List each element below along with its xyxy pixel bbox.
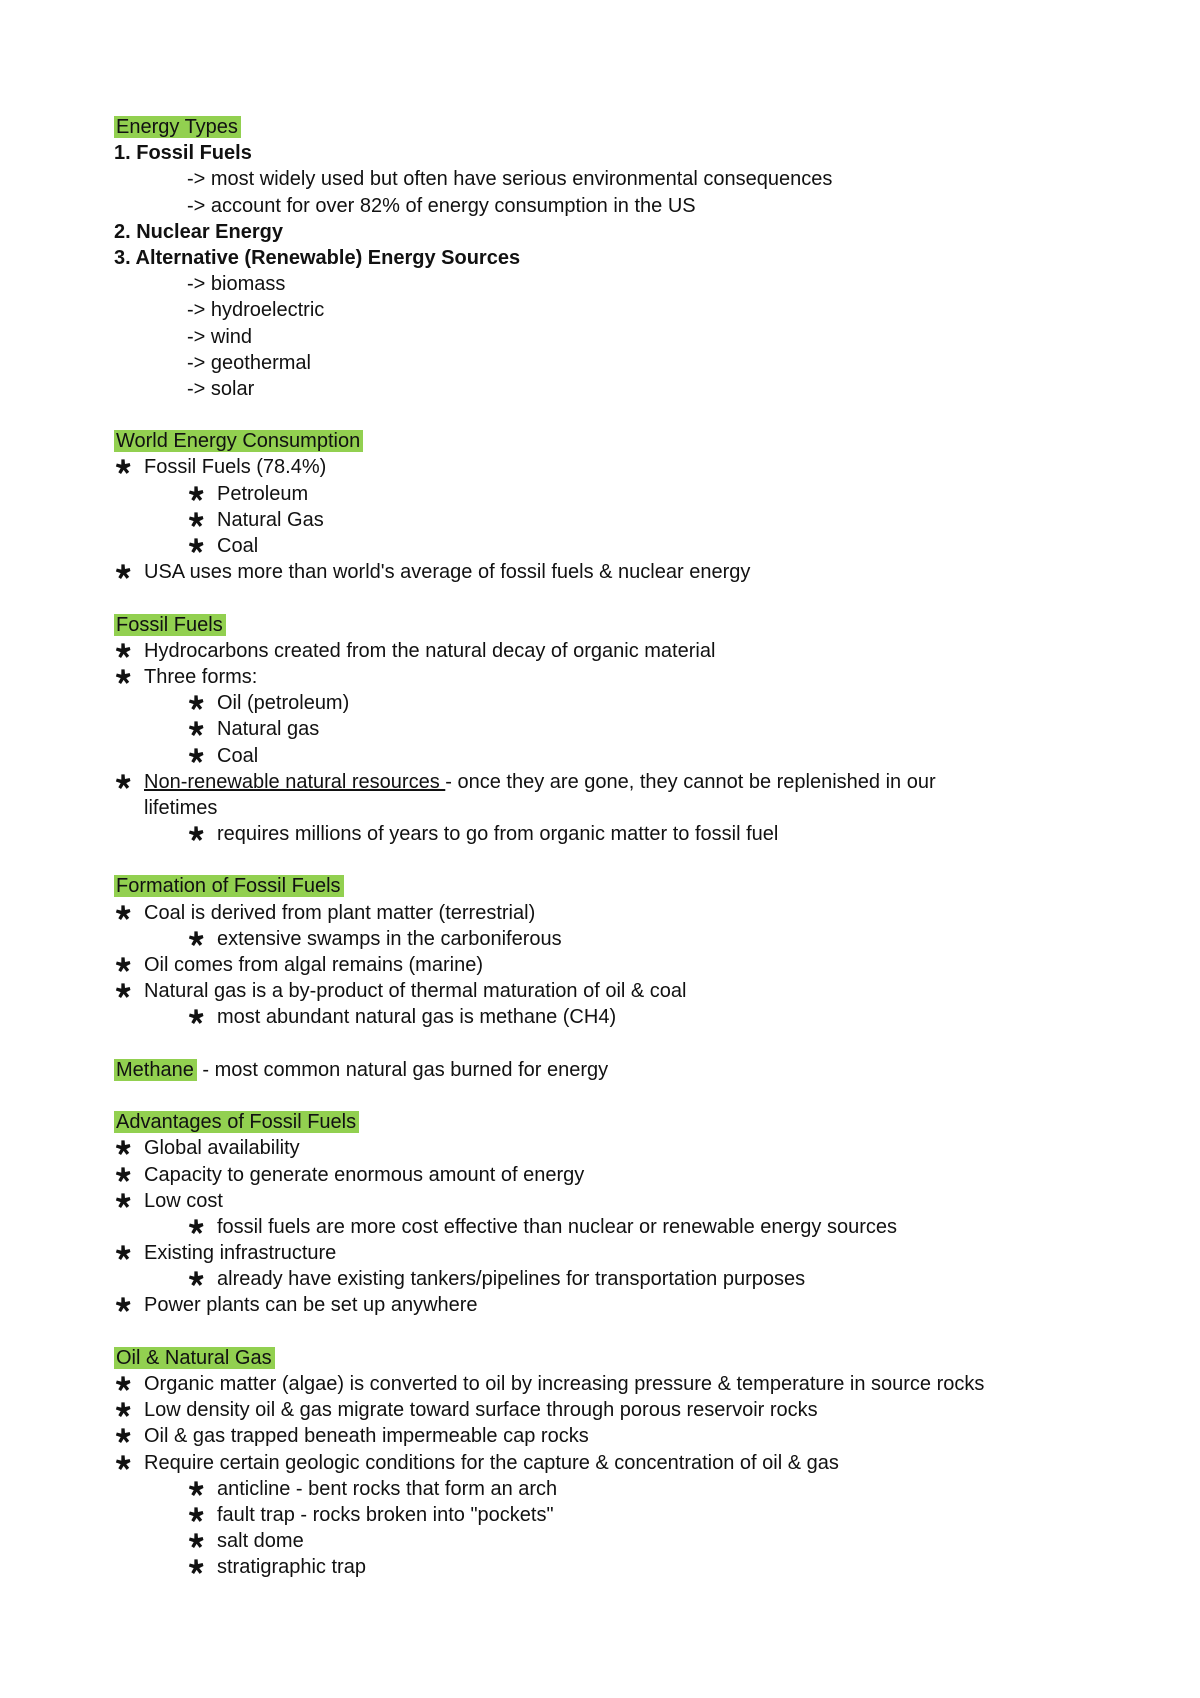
cross-bullet-icon [187, 1270, 207, 1288]
cross-bullet-icon [114, 642, 134, 660]
arrow-item-text: -> account for over 82% of energy consumption in the US [187, 194, 696, 217]
bullet-item-text: Capacity to generate enormous amount of energy [144, 1163, 585, 1186]
arrow-item [114, 193, 1114, 219]
sub-bullet-item [114, 507, 1114, 533]
arrow-item-text: -> most widely used but often have serious environmental consequences [187, 168, 833, 191]
bullet-item [114, 1371, 1114, 1397]
bullet-item-text: Require certain geologic conditions for the capture & concentration of oil & gas [144, 1451, 839, 1474]
sub-bullet-item-text: stratigraphic trap [217, 1556, 366, 1579]
sub-bullet-item-text: Coal [217, 744, 259, 767]
blank-line [114, 585, 1114, 611]
cross-bullet-icon [187, 930, 207, 948]
section-heading-text: Fossil Fuels [114, 614, 226, 636]
term-definition-text: - most common natural gas burned for energy [196, 1058, 609, 1081]
cross-bullet-icon [114, 668, 134, 686]
bullet-item-text: Coal is derived from plant matter (terrestrial) [144, 901, 536, 924]
sub-bullet-item-text: Coal [217, 535, 259, 557]
cross-bullet-icon [114, 1192, 134, 1210]
sub-bullet-item [114, 481, 1114, 507]
bullet-continuation [114, 795, 1114, 821]
bullet-item-text: Natural gas is a by-product of thermal maturation of oil & coal [144, 980, 687, 1003]
arrow-item [114, 376, 1114, 402]
bullet-item-text: Fossil Fuels (78.4%) [144, 456, 327, 479]
sub-bullet-item-text: requires millions of years to go from organic matter to fossil fuel [217, 823, 779, 846]
cross-bullet-icon [114, 904, 134, 922]
bullet-item [114, 1240, 1114, 1266]
cross-bullet-icon [187, 1532, 207, 1550]
sub-bullet-item-text: salt dome [217, 1530, 304, 1553]
cross-bullet-icon [114, 956, 134, 974]
blank-line [114, 402, 1114, 428]
sub-bullet-item [114, 533, 1114, 559]
sub-bullet-item-text: Oil (petroleum) [217, 692, 350, 715]
numbered-item-text: 1. Fossil Fuels [114, 142, 252, 165]
sub-bullet-item [114, 690, 1114, 716]
bullet-item-text: Global availability [144, 1137, 300, 1160]
cross-bullet-icon [187, 485, 207, 503]
bullet-item [114, 1292, 1114, 1318]
numbered-item [114, 140, 1114, 166]
cross-bullet-icon [187, 694, 207, 712]
bullet-item-text: Organic matter (algae) is converted to oil by increasing pressure & temperature in source rocks [144, 1373, 985, 1395]
cross-bullet-icon [114, 982, 134, 1000]
cross-bullet-icon [114, 458, 134, 476]
arrow-item-text: -> hydroelectric [187, 299, 325, 322]
sub-bullet-item-text: fossil fuels are more cost effective than nuclear or renewable energy sources [217, 1215, 897, 1238]
blank-line [114, 847, 1114, 873]
sub-bullet-item-text: extensive swamps in the carboniferous [217, 927, 562, 950]
sub-bullet-item [114, 1214, 1114, 1240]
cross-bullet-icon [187, 747, 207, 765]
cross-bullet-icon [114, 1427, 134, 1445]
section-heading [114, 428, 1114, 454]
arrow-item-text: -> wind [187, 325, 253, 348]
bullet-item-text: Low density oil & gas migrate toward surface through porous reservoir rocks [144, 1399, 818, 1422]
term-definition [114, 1057, 1114, 1083]
blank-line [114, 1319, 1114, 1345]
cross-bullet-icon [187, 1480, 207, 1498]
cross-bullet-icon [114, 1244, 134, 1262]
sub-bullet-item [114, 926, 1114, 952]
numbered-item-text: 3. Alternative (Renewable) Energy Sources [114, 246, 521, 269]
cross-bullet-icon [187, 1558, 207, 1576]
bullet-item [114, 769, 1114, 795]
bullet-item [114, 664, 1114, 690]
section-heading [114, 873, 1114, 899]
bullet-item [114, 952, 1114, 978]
section-heading-text: Formation of Fossil Fuels [114, 875, 344, 897]
arrow-item [114, 166, 1114, 192]
bullet-item-text: Oil comes from algal remains (marine) [144, 954, 483, 976]
sub-bullet-item [114, 1476, 1114, 1502]
sub-bullet-item-text: Natural gas [217, 718, 320, 741]
sub-bullet-item-text: anticline - bent rocks that form an arch [217, 1477, 558, 1500]
highlighted-term: Methane [114, 1059, 197, 1081]
arrow-item [114, 350, 1114, 376]
bullet-item [114, 1162, 1114, 1188]
arrow-item [114, 271, 1114, 297]
section-heading [114, 1109, 1114, 1135]
blank-line [114, 1083, 1114, 1109]
sub-bullet-item [114, 716, 1114, 742]
bullet-item-text: USA uses more than world's average of fossil fuels & nuclear energy [144, 561, 751, 584]
cross-bullet-icon [114, 773, 134, 791]
bullet-item [114, 1423, 1114, 1449]
blank-line [114, 1031, 1114, 1057]
bullet-item [114, 900, 1114, 926]
bullet-item [114, 1135, 1114, 1161]
sub-bullet-item-text: Petroleum [217, 482, 309, 505]
bullet-item [114, 638, 1114, 664]
section-heading-text: World Energy Consumption [114, 430, 363, 452]
cross-bullet-icon [187, 720, 207, 738]
bullet-item-text: - once they are gone, they cannot be replenished in our [445, 770, 936, 793]
sub-bullet-item [114, 743, 1114, 769]
sub-bullet-item-text: most abundant natural gas is methane (CH4) [217, 1006, 617, 1029]
sub-bullet-item [114, 1004, 1114, 1030]
cross-bullet-icon [114, 1454, 134, 1472]
cross-bullet-icon [187, 1218, 207, 1236]
sub-bullet-item [114, 1502, 1114, 1528]
bullet-item [114, 978, 1114, 1004]
document-page [114, 114, 1114, 1581]
cross-bullet-icon [187, 1506, 207, 1524]
cross-bullet-icon [187, 1008, 207, 1026]
arrow-item-text: -> solar [187, 377, 255, 400]
numbered-item [114, 245, 1114, 271]
bullet-item [114, 1188, 1114, 1214]
sub-bullet-item-text: fault trap - rocks broken into "pockets" [217, 1503, 554, 1526]
sub-bullet-item-text: Natural Gas [217, 508, 324, 531]
sub-bullet-item [114, 821, 1114, 847]
arrow-item-text: -> biomass [187, 273, 286, 296]
cross-bullet-icon [187, 537, 207, 555]
section-heading-text: Energy Types [114, 116, 241, 138]
numbered-item [114, 219, 1114, 245]
bullet-item-text: Oil & gas trapped beneath impermeable cap rocks [144, 1425, 589, 1448]
arrow-item-text: -> geothermal [187, 351, 311, 374]
sub-bullet-item-text: already have existing tankers/pipelines for transportation purposes [217, 1268, 806, 1291]
section-heading-text: Oil & Natural Gas [114, 1347, 275, 1369]
cross-bullet-icon [114, 1401, 134, 1419]
section-heading [114, 114, 1114, 140]
underlined-term: Non-renewable natural resources [144, 770, 446, 793]
cross-bullet-icon [187, 825, 207, 843]
sub-bullet-item [114, 1266, 1114, 1292]
numbered-item-text: 2. Nuclear Energy [114, 220, 283, 243]
cross-bullet-icon [114, 563, 134, 581]
cross-bullet-icon [114, 1296, 134, 1314]
arrow-item [114, 324, 1114, 350]
bullet-item-text: Power plants can be set up anywhere [144, 1294, 478, 1317]
arrow-item [114, 297, 1114, 323]
bullet-item-text: Low cost [144, 1189, 223, 1212]
cross-bullet-icon [114, 1139, 134, 1157]
bullet-item [114, 559, 1114, 585]
cross-bullet-icon [114, 1166, 134, 1184]
bullet-continuation-text: lifetimes [144, 796, 218, 819]
section-heading [114, 1345, 1114, 1371]
sub-bullet-item [114, 1528, 1114, 1554]
bullet-item [114, 1450, 1114, 1476]
bullet-item-text: Three forms: [144, 665, 258, 688]
bullet-item [114, 1397, 1114, 1423]
section-heading [114, 612, 1114, 638]
bullet-item [114, 454, 1114, 480]
cross-bullet-icon [187, 511, 207, 529]
section-heading-text: Advantages of Fossil Fuels [114, 1111, 359, 1133]
bullet-item-text: Hydrocarbons created from the natural decay of organic material [144, 639, 716, 662]
cross-bullet-icon [114, 1375, 134, 1393]
sub-bullet-item [114, 1554, 1114, 1580]
bullet-item-text: Existing infrastructure [144, 1242, 337, 1265]
